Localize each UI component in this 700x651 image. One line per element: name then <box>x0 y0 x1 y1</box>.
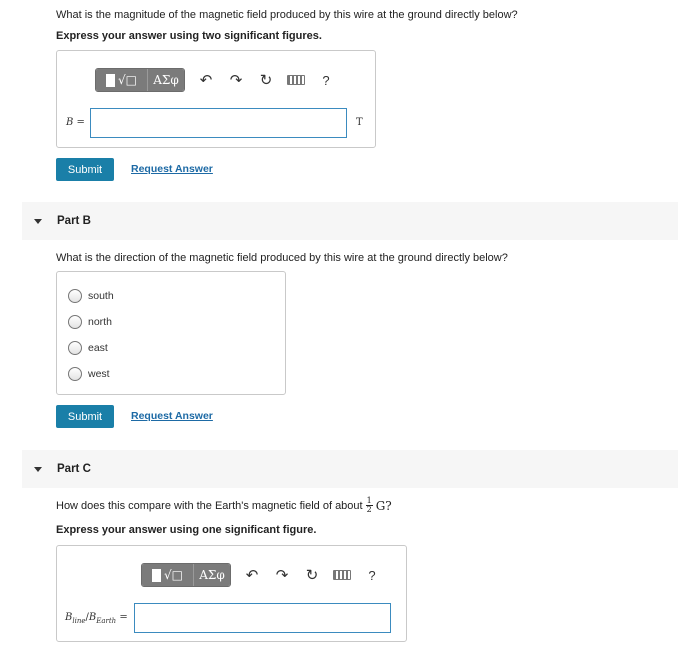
redo-icon[interactable]: ↷ <box>229 72 243 89</box>
part-c-instruction: Express your answer using one significant figure. <box>56 524 317 536</box>
template-button-group <box>95 68 185 92</box>
greek-symbols-button[interactable]: ΑΣφ <box>194 564 230 586</box>
part-c-variable-label: $B_{line}/B_{Earth}$ = <box>65 612 128 625</box>
option-north[interactable]: north <box>57 309 285 335</box>
radio-button[interactable] <box>68 341 82 355</box>
part-a-variable-label: B = <box>66 117 85 128</box>
part-b-options-box <box>56 271 286 395</box>
template-button-group <box>141 563 231 587</box>
help-button[interactable]: ? <box>322 72 330 88</box>
radio-button[interactable] <box>68 315 82 329</box>
redo-icon[interactable]: ↷ <box>275 567 289 584</box>
part-c-toolbar <box>141 563 387 587</box>
undo-icon[interactable]: ↶ <box>199 72 213 89</box>
option-south[interactable]: south <box>57 283 285 309</box>
part-b-title: Part B <box>57 215 91 227</box>
part-c-answer-input[interactable] <box>134 603 391 633</box>
help-button[interactable]: ? <box>368 567 376 583</box>
math-template-icon <box>106 74 115 87</box>
part-c-header[interactable] <box>22 450 678 488</box>
part-b-request-answer-link[interactable]: Request Answer <box>131 410 213 422</box>
reset-icon[interactable]: ↻ <box>305 567 319 584</box>
part-c-title: Part C <box>57 463 91 475</box>
part-a-submit-button[interactable]: Submit <box>56 158 114 181</box>
keyboard-icon[interactable] <box>327 563 357 587</box>
option-east[interactable]: east <box>57 335 285 361</box>
math-template-button[interactable]: √□ <box>142 564 194 586</box>
part-b-question: What is the direction of the magnetic field produced by this wire at the ground directly below? <box>56 252 508 264</box>
one-half-fraction: $\frac{1}{2}$ <box>366 496 372 514</box>
keyboard-icon[interactable] <box>281 68 311 92</box>
math-template-icon <box>152 569 161 582</box>
reset-icon[interactable]: ↻ <box>259 72 273 89</box>
collapse-caret-icon[interactable] <box>34 467 42 472</box>
radio-button[interactable] <box>68 367 82 381</box>
collapse-caret-icon[interactable] <box>34 219 42 224</box>
part-a-request-answer-link[interactable]: Request Answer <box>131 163 213 175</box>
greek-symbols-button[interactable]: ΑΣφ <box>148 69 184 91</box>
part-c-question: How does this compare with the Earth's magnetic field of about $\frac{1}{2}$ G? <box>56 496 392 514</box>
option-west[interactable]: west <box>57 361 285 387</box>
part-c-answer-panel <box>56 545 407 642</box>
part-a-answer-input[interactable] <box>90 108 347 138</box>
part-b-header[interactable] <box>22 202 678 240</box>
math-template-button[interactable]: √□ <box>96 69 148 91</box>
part-a-toolbar <box>95 68 341 92</box>
part-b-submit-button[interactable]: Submit <box>56 405 114 428</box>
part-a-unit: T <box>356 117 363 128</box>
part-a-answer-panel <box>56 50 376 148</box>
undo-icon[interactable]: ↶ <box>245 567 259 584</box>
part-a-instruction: Express your answer using two significant figures. <box>56 30 322 42</box>
radio-button[interactable] <box>68 289 82 303</box>
part-a-question: What is the magnitude of the magnetic field produced by this wire at the ground directly below? <box>56 9 518 21</box>
